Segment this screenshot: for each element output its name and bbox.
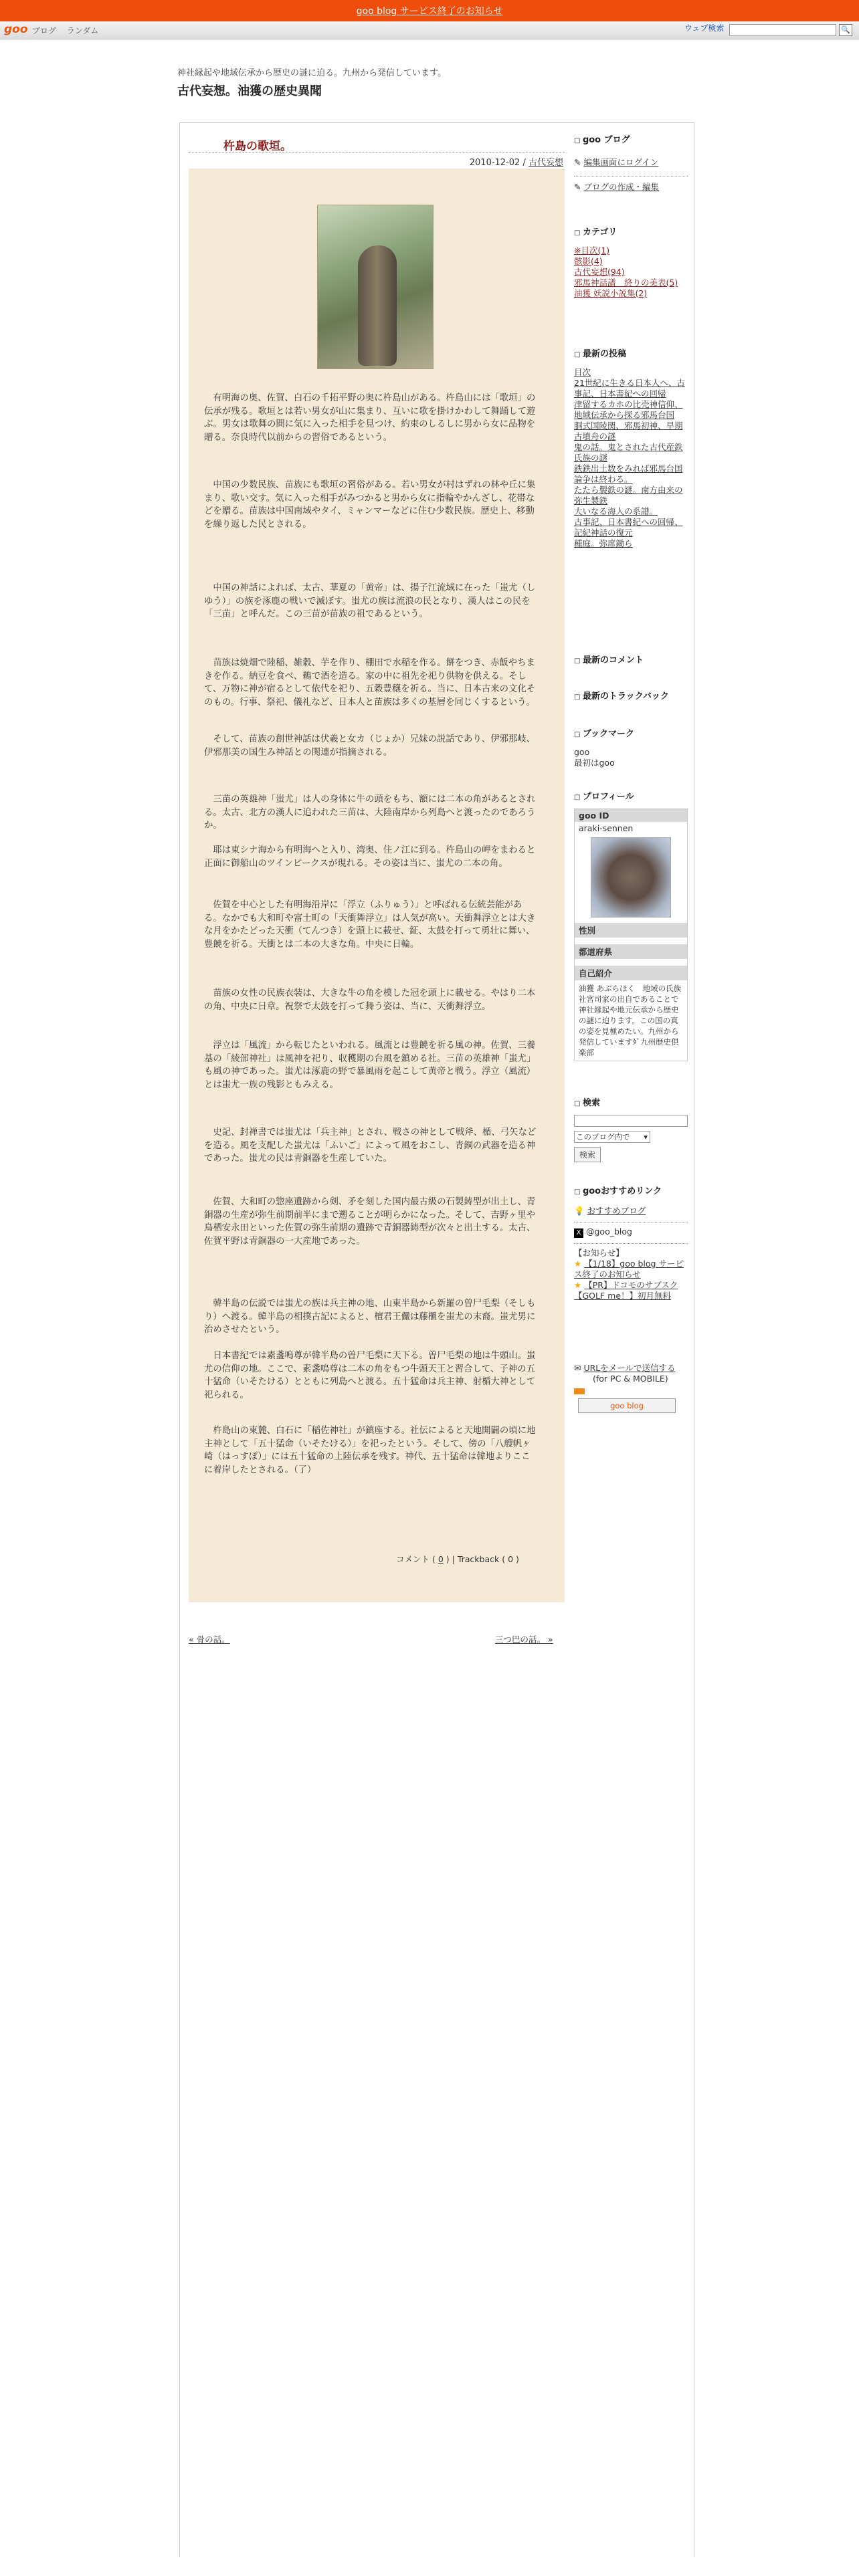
goo-navbar [0,21,859,39]
paragraph: 佐賀を中心とした有明海沿岸に「浮立（ふりゅう）」と呼ばれる伝統芸能がある。なかでも大和町や富士町の「天衝舞浮立」は人気が高い。天衝舞浮立とは大きな月をかたどった天衝（てんつき）を頭上に載せ、鉦、太鼓を打って勇壮に舞い、豊饒を祈る。天衝とは二本の大きな角。中央に日輪。 [204,900,536,950]
sidebar-bookmarks [574,726,688,768]
intro-label: 自己紹介 [575,966,687,980]
sidebar-url-mail [574,1363,688,1413]
paragraph: 苗族は焼畑で陸稲、雑穀、芋を作り、棚田で水稲を作る。餅をつき、赤飯やちまきを作る。納豆を食べ、鵜で酒を造る。家の中に祖先を祀り供物を供える。そして、万物に神が宿るとして依代を祀り、五穀豊穣を祈る。当に、日本古来の文化そのもの。行事、祭祀、儀礼など、日本人と苗族は多くの基層を同じくするという。 [204,658,536,708]
nav-link-blog[interactable]: ブログ [32,26,57,35]
prev-post-link[interactable]: « 骨の話。 [189,1634,230,1644]
next-post-link[interactable]: 三つ巴の話。 » [495,1634,553,1644]
web-search-input[interactable] [729,24,836,36]
region-label: 都道府県 [575,944,687,959]
x-logo-icon: X [574,1228,583,1238]
recent-post-link[interactable]: たたら製鉄の謎。南方由来の弥生製鉄 [574,485,683,506]
profile-intro: 油獲 あぶらほく 地域の氏族社宮司家の出自であることで神社縁起や地元伝承から歴史の謎に迫ります。この国の真の姿を見極めたい。九州から発信していますﾀﾞ九州歴史倶楽部 [579,984,682,1057]
recent-post-link[interactable]: 21世紀に生きる日本人へ、古事記、日本書紀への回帰 [574,378,685,399]
sidebar-heading: □ プロフィール [574,789,688,802]
pencil-icon: ✎ [574,182,581,192]
mail-icon: ✉ [574,1363,581,1373]
tree-trunk-shape [358,245,397,366]
paragraph: 浮立は「風流」から転じたといわれる。風流とは豊饒を祈る風の神。佐賀、三養基の「綾部神社」は風神を祀り、収穫期の台風を鎮める社。三苗の英雄神「蚩尤」も風の神であった。蚩尤は涿鹿の野で暴風雨を起こして黄帝と戦う。浮立（風流）とは蚩尤一族の残影ともみえる。 [204,1041,536,1090]
gender-label: 性別 [575,923,687,938]
x-account-link[interactable]: @goo_blog [585,1226,632,1237]
service-end-notice-link[interactable]: goo blog サービス終了のお知らせ [356,6,503,17]
sidebar-heading: □ 最新のトラックバック [574,689,688,702]
category-link[interactable]: 油獲 妖説小説集(2) [574,288,648,298]
sidebar-recommend [574,1184,688,1301]
comment-label[interactable]: コメント [396,1554,430,1564]
post-title[interactable]: 杵島の歌垣。 [223,140,292,153]
sidebar-goo-blog [574,132,688,193]
sidebar-heading: □ 最新の投稿 [574,346,688,359]
category-link[interactable]: ※目次(1) [574,245,610,255]
sidebar-search [574,1095,688,1162]
post-photo-tree[interactable] [317,205,434,369]
search-icon[interactable]: 🔍 [839,24,852,36]
blog-description: 神社縁起や地域伝承から歴史の謎に迫る。九州から発信しています。 [177,68,446,78]
sidebar-categories [574,225,688,299]
bookmark-link[interactable]: goo [574,747,590,757]
profile-box [574,809,688,1061]
star-icon: ★ [574,1259,582,1269]
paragraph: 日本書紀では素盞嗚尊が韓半島の曽尸毛梨に天下る。曽尸毛梨の地は牛頭山。蚩尤の信仰の地。ここで、素盞嗚尊は二本の角をもつ牛頭天王と習合して、子神の五十猛命（いそたける）とともに列島へと渡る。五十猛命は兵主神、射楯大神として祀られる。 [204,1351,536,1400]
paragraph: 耶は東シナ海から有明海へと入り、湾奥、住ノ江に到る。杵島山の岬をまわると正面に御船山のツインピークスが現れる。その姿は当に、蚩尤の二本の角。 [204,845,536,869]
notice-label: 【お知らせ】 [574,1248,624,1258]
trackback-label[interactable]: Trackback [457,1554,500,1564]
sidebar-heading: □ goo ブログ [574,132,688,145]
paragraph: 中国の神話によれば、太古、華夏の「黄帝」は、揚子江流域に在った「蚩尤（しゆう）」の族を涿鹿の戦いで滅ぼす。蚩尤の族は流浪の民となり、漢人はこの民を「三苗」と呼んだ。この三苗が苗族の祖であるという。 [204,583,536,619]
post-date: 2010-12-02 [469,158,520,168]
paragraph: 苗族の女性の民族衣装は、大きな牛の角を模した冠を頭上に載せる。やはり二本の角、中央に日章。祝祭で太鼓を打って舞う姿は、当に、天衝舞浮立。 [204,988,536,1012]
post-meta: 2010-12-02 / 古代妄想 [469,158,563,168]
recent-post-link[interactable]: 鉄鉄出土数をみれば邪馬台国論争は終わる。 [574,463,683,484]
pencil-icon: ✎ [574,157,581,167]
post-footer-meta: コメント ( 0 ) | Trackback ( 0 ) [396,1554,519,1564]
nav-link-random[interactable]: ランダム [66,26,99,35]
sidebar-heading: □ gooおすすめリンク [574,1184,688,1196]
sidebar-heading: □ 最新のコメント [574,653,688,665]
sidebar-recent-comments [574,653,688,665]
recent-post-link[interactable]: 津留するカホの比売神信仰、地域伝承から探る邪馬台国 [574,399,683,420]
chevron-down-icon: ▾ [644,1132,648,1142]
blog-search-input[interactable] [574,1115,688,1127]
web-search-label[interactable]: ウェブ検索 [684,23,725,33]
recent-post-link[interactable]: 種庭。弥席鋤ら [574,538,633,548]
post-category-link[interactable]: 古代妄想 [528,158,563,168]
category-link[interactable]: 邪馬神話譜 終りの美表(5) [574,278,678,288]
sidebar-profile [574,789,688,1061]
goo-id[interactable]: araki-sennen [579,823,634,833]
search-scope-value: このブログ内で [576,1132,630,1142]
sidebar-heading: □ 検索 [574,1095,688,1108]
sidebar-heading: □ カテゴリ [574,225,688,237]
bookmark-desc: 最初はgoo [574,758,615,768]
recent-post-link[interactable]: 目次 [574,367,591,377]
search-scope-select[interactable] [574,1131,650,1143]
goo-blog-badge[interactable]: goo blog [578,1398,676,1413]
recent-post-link[interactable]: 大いなる海人の系譜。 [574,506,658,516]
sidebar-recent-trackbacks [574,689,688,702]
login-link[interactable]: 編集画面にログイン [583,157,659,167]
recent-post-link[interactable]: 鬼の話。鬼とされた古代産鉄氏族の謎 [574,442,683,463]
blog-title[interactable]: 古代妄想。油獲の歴史異聞 [177,84,322,98]
url-mail-link[interactable]: URLをメールで送信する [583,1363,676,1373]
rss-icon[interactable] [574,1388,585,1394]
web-search [684,23,852,36]
sidebar-heading: □ ブックマーク [574,726,688,739]
blog-search-button[interactable]: 検索 [574,1147,601,1162]
trackback-count: 0 [508,1554,514,1564]
paragraph: 有明海の奥、佐賀、白石の千拓平野の奥に杵島山がある。杵島山には「歌垣」の伝承が残る。歌垣とは若い男女が山に集まり、互いに歌を掛けかわして舞踊して遊ぶ。男女は歌舞の間に気に入った相手を見つけ、約束のしるしに男から女に品物を贈る。奈良時代以前からの習俗であるという。 [204,393,536,443]
paragraph: 中国の少数民族、苗族にも歌垣の習俗がある。若い男女が村はずれの林や丘に集まり、歌い交す。気に入った相手がみつかると男から女に指輪やかんざし、花帯などを贈る。苗族は中国南域やタイ、ミャンマーなどに住む少数民族。歴史上、移動を繰り返した民とされる。 [204,480,536,530]
category-link[interactable]: 骸影(4) [574,256,603,266]
recent-post-link[interactable]: 胴式国陵関、邪馬初神、早期古墳舟の謎 [574,421,683,441]
recent-post-link[interactable]: 古事記、日本書紀への回帰、記紀神話の復元 [574,517,683,538]
paragraph: そして、苗族の創世神話は伏羲と女カ（じょか）兄妹の説話であり、伊邪那岐、伊邪那美の国生み神話との関連が指摘される。 [204,734,536,758]
paragraph: 史記、封禅書では蚩尤は「兵主神」とされ、戦さの神として戦斧、楯、弓矢などを造る。風を支配した蚩尤は「ふいご」によって風をおこし、青銅の武器を造る神であった。蚩尤の民は青銅器を生産していた。 [204,1128,537,1164]
url-mail-sub: (for PC & MOBILE) [593,1374,668,1384]
paragraph: 杵島山の東麓、白石に「稲佐神社」が鎮座する。社伝によると天地開闢の頃に地主神として「五十猛命（いそたける）」を祀ったという。そして、傍の「八艘帆ヶ崎（はっすぽ）」には五十猛命の上陸伝承を残す。神代、五十猛命は韓地よりここに着岸したとされる。（了） [204,1426,536,1475]
notice-link[interactable]: 【1/18】goo blog サービス終了のお知らせ [574,1259,684,1279]
avatar[interactable] [591,837,671,918]
service-end-banner [0,0,859,21]
goo-logo[interactable]: goo [4,23,28,36]
navbar-links [32,25,106,36]
sidebar-recent-posts [574,346,688,549]
bulb-icon: 💡 [574,1206,585,1216]
category-link[interactable]: 古代妄想(94) [574,267,625,277]
paragraph: 韓半島の伝説では蚩尤の族は兵主神の地、山東半島から新羅の曽尸毛梨（そしもり）へ渡る。韓半島の相撲古記によると、檀君王儼は藤櫃を蚩尤の末裔。蚩尤男に治めさせたという。 [204,1299,536,1335]
create-edit-link[interactable]: ブログの作成・編集 [583,182,659,192]
goo-id-label: goo ID [575,809,687,822]
paragraph: 三苗の英雄神「蚩尤」は人の身体に牛の頭をもち、額には二本の角があるとされる。太古、北方の漢人に追われた三苗は、大陸南岸から列島へと渡ったのであろうか。 [204,794,536,831]
comment-count-link[interactable]: 0 [438,1554,444,1564]
recommend-blog-link[interactable]: おすすめブログ [587,1206,646,1216]
star-icon: ★ [574,1280,582,1290]
paragraph: 佐賀、大和町の惣座遺跡から剣、矛を刻した国内最古級の石製鋳型が出土し、青銅器の生産が弥生前期前半にまで遡ることが明らかになった。そして、吉野ヶ里や鳥栖安永田といった佐賀の弥生前期の遺跡で青銅器鋳型が次々と出土する。太古、佐賀平野は青銅器の一大産地であった。 [204,1197,536,1247]
notice-link[interactable]: 【PR】ドコモのサブスク【GOLF me！】初月無料 [574,1280,678,1301]
